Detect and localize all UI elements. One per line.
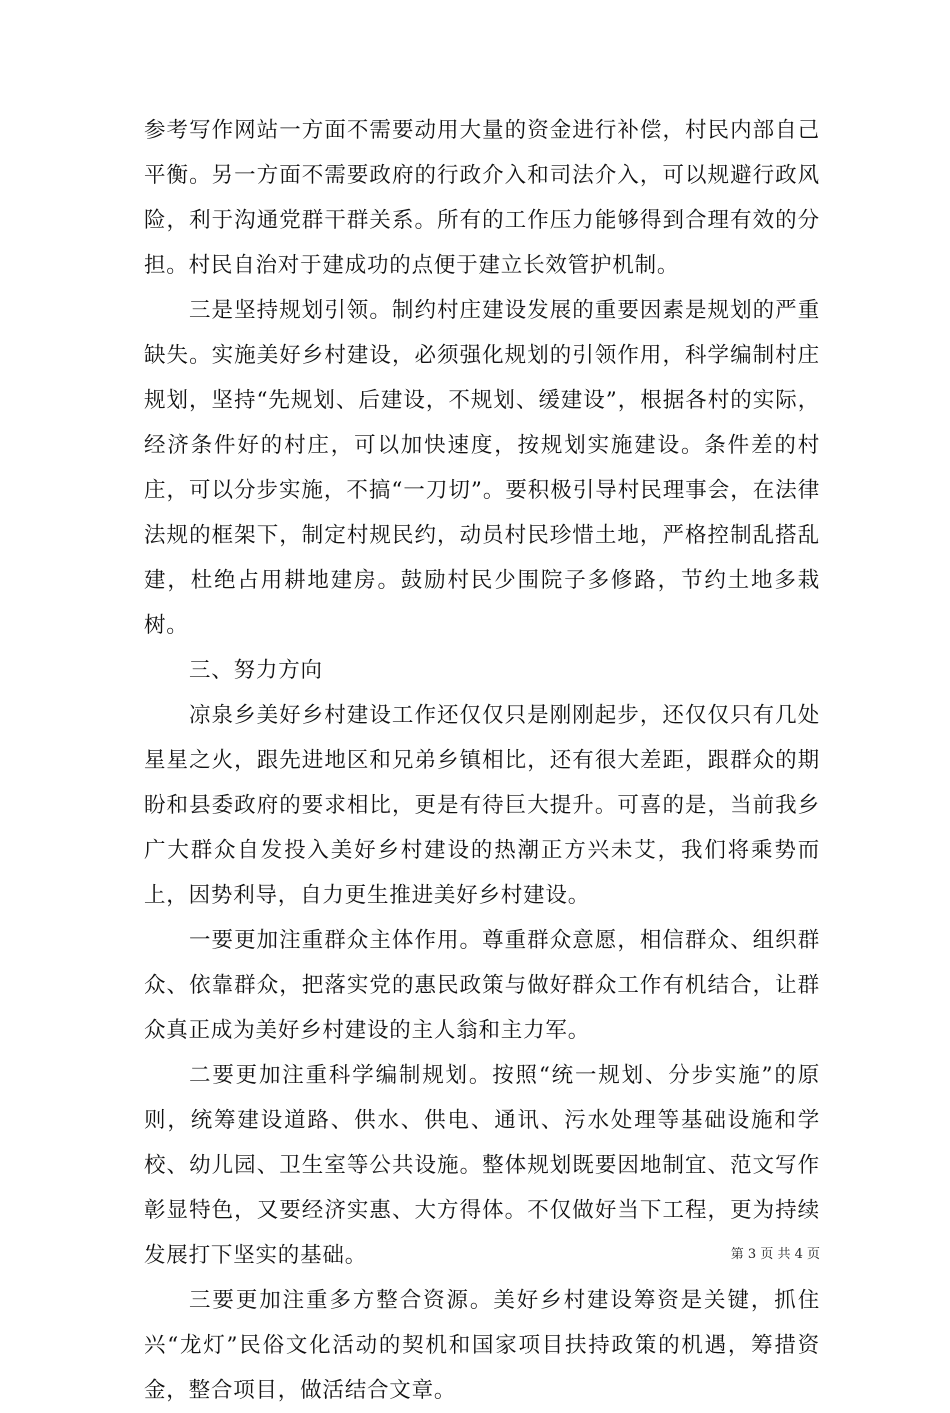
paragraph-point-three: 三要更加注重多方整合资源。美好乡村建设筹资是关键，抓住兴“龙灯”民俗文化活动的契机和国家项目扶持政策的机遇，筹措资金，整合项目，做活结合文章。 [144, 1288, 820, 1403]
paragraph-overview: 凉泉乡美好乡村建设工作还仅仅只是刚刚起步，还仅仅只有几处星星之火，跟先进地区和兄弟乡镇相比，还有很大差距，跟群众的期盼和县委政府的要求相比，更是有待巨大提升。可喜的是，当前我乡广大群众自发投入美好乡村建设的热潮正方兴未艾，我们将乘势而上，因势利导，自力更生推进美好乡村建设。 [144, 703, 820, 908]
paragraph-continuation: 参考写作网站一方面不需要动用大量的资金进行补偿，村民内部自己平衡。另一方面不需要政府的行政介入和司法介入，可以规避行政风险，利于沟通党群干群关系。所有的工作压力能够得到合理有效的分担。村民自治对于建成功的点便于建立长效管护机制。 [144, 118, 820, 278]
paragraph-point-one: 一要更加注重群众主体作用。尊重群众意愿，相信群众、组织群众、依靠群众，把落实党的惠民政策与做好群众工作有机结合，让群众真正成为美好乡村建设的主人翁和主力军。 [144, 928, 820, 1043]
document-body [144, 108, 820, 1413]
paragraph-point-two: 二要更加注重科学编制规划。按照“统一规划、分步实施”的原则，统筹建设道路、供水、供电、通讯、污水处理等基础设施和学校、幼儿园、卫生室等公共设施。整体规划既要因地制宜、范文写作彰显特色，又要经济实惠、大方得体。不仅做好当下工程，更为持续发展打下坚实的基础。 [144, 1063, 820, 1268]
section-heading: 三、努力方向 [189, 658, 323, 683]
page-number: 第 3 页 共 4 页 [730, 1247, 820, 1262]
paragraph-planning: 三是坚持规划引领。制约村庄建设发展的重要因素是规划的严重缺失。实施美好乡村建设，必须强化规划的引领作用，科学编制村庄规划，坚持“先规划、后建设，不规划、缓建设”，根据各村的实际，经济条件好的村庄，可以加快速度，按规划实施建设。条件差的村庄，可以分步实施，不搞“一刀切”。要积极引导村民理事会，在法律法规的框架下，制定村规民约，动员村民珍惜土地，严格控制乱搭乱建，杜绝占用耕地建房。鼓励村民少围院子多修路，节约土地多栽树。 [144, 298, 820, 638]
